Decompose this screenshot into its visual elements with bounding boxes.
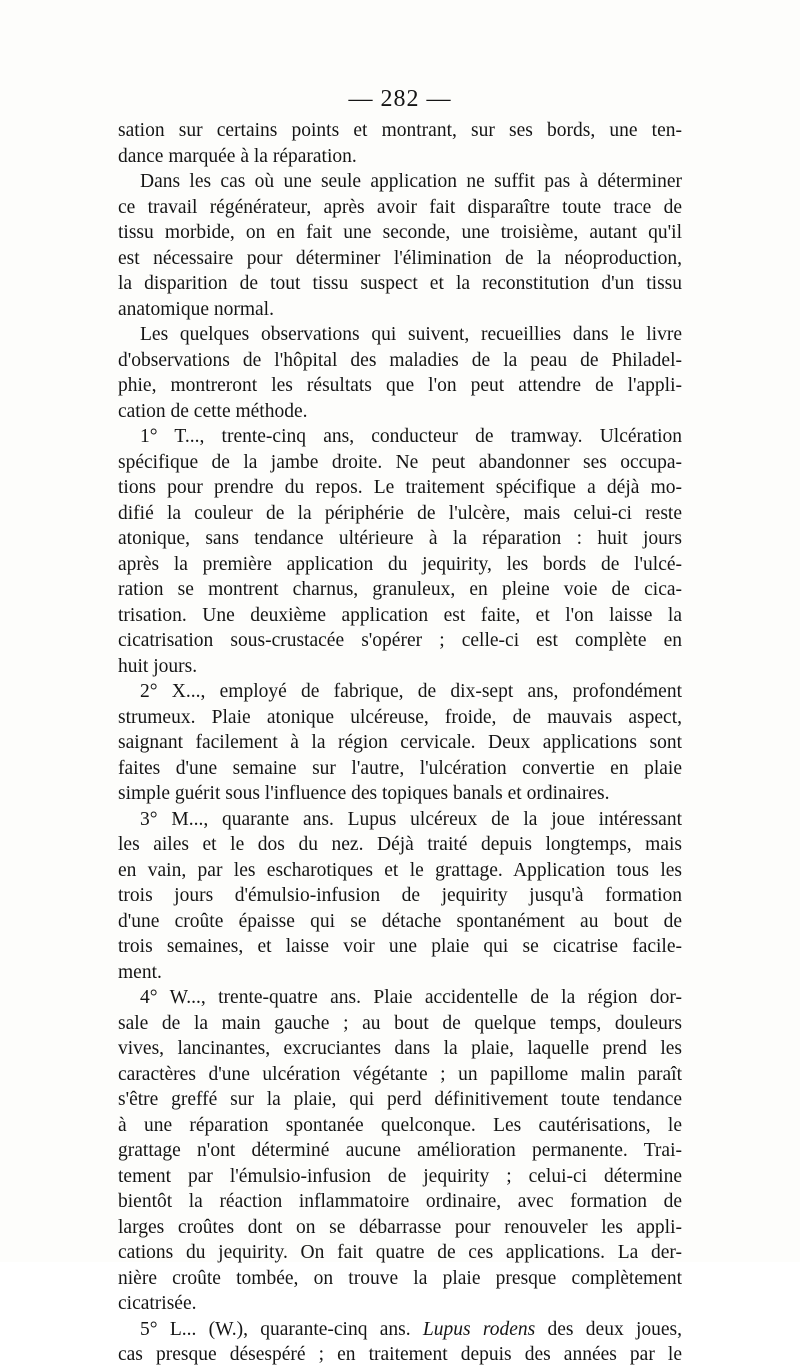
text-line: dance marquée à la réparation. [118, 145, 357, 167]
text-line: trois semaines, et laisse voir une plaie qui se cicatrise facile- [118, 936, 682, 957]
text-line: anatomique normal. [118, 298, 274, 320]
text-line: tement par l'émulsio-infusion de jequirity ; celui-ci détermine [118, 1165, 682, 1187]
text-line: ration se montrent charnus, granuleux, en pleine voie de cica- [118, 579, 682, 600]
text-line: cas presque désespéré ; en traitement depuis des années par le [118, 1344, 682, 1365]
text-line: simple guérit sous l'influence des topiques banals et ordinaires. [118, 783, 610, 804]
text-line: tions pour prendre du repos. Le traitement spécifique a déjà mo- [118, 477, 682, 498]
case-5-intro: 5° L... (W.), quarante-cinq ans. [140, 1318, 423, 1340]
text-line: grattage n'ont déterminé aucune amélioration permanente. Trai- [118, 1140, 682, 1161]
text-line: 2° X..., employé de fabrique, de dix-sept ans, profondément [140, 681, 682, 702]
text-line: tissu morbide, on en fait une seconde, une troisième, autant qu'il [118, 222, 682, 243]
text-line: d'observations de l'hôpital des maladies de la peau de Philadel- [118, 349, 682, 371]
text-line: d'une croûte épaisse qui se détache spontanément au bout de [118, 910, 682, 932]
text-line: atonique, sans tendance ultérieure à la réparation : huit jours [118, 528, 682, 549]
text-lines [118, 118, 682, 1317]
text-line: vives, lancinantes, excruciantes dans la plaie, laquelle prend les [118, 1038, 682, 1059]
text-line: nière croûte tombée, on trouve la plaie presque complètement [118, 1267, 682, 1289]
text-line: trisation. Une deuxième application est faite, et l'on laisse la [118, 604, 682, 626]
text-line: 4° W..., trente-quatre ans. Plaie accidentelle de la région dor- [140, 987, 682, 1008]
text-line: Dans les cas où une seule application ne suffit pas à déterminer [140, 171, 682, 192]
text-line: cations du jequirity. On fait quatre de ces applications. La der- [118, 1242, 682, 1263]
text-line: faites d'une semaine sur l'autre, l'ulcération convertie en plaie [118, 757, 682, 779]
text-line: bientôt la réaction inflammatoire ordinaire, avec formation de [118, 1191, 682, 1212]
text-line: larges croûtes dont on se débarrasse pour renouveler les appli- [118, 1216, 682, 1238]
text-line: difié la couleur de la périphérie de l'ulcère, mais celui-ci reste [118, 502, 682, 524]
body-text [118, 118, 682, 1368]
text-line: huit jours. [118, 655, 198, 677]
page-number: — 282 — [348, 86, 452, 112]
text-line: cation de cette méthode. [118, 400, 308, 422]
text-line: Les quelques observations qui suivent, recueillies dans le livre [140, 324, 682, 345]
text-line: sation sur certains points et montrant, sur ses bords, une ten- [118, 120, 682, 141]
text-line: en vain, par les escharotiques et le grattage. Application tous les [118, 859, 682, 881]
text-line: cicatrisation sous-crustacée s'opérer ; celle-ci est complète en [118, 630, 682, 651]
text-line: trois jours d'émulsio-infusion de jequirity jusqu'à formation [118, 885, 682, 906]
text-line: sale de la main gauche ; au bout de quelque temps, douleurs [118, 1012, 682, 1034]
text-line: les ailes et le dos du nez. Déjà traité depuis longtemps, mais [118, 834, 682, 855]
text-line: ce travail régénérateur, après avoir fait disparaître toute trace de [118, 196, 682, 218]
text-line [118, 1317, 682, 1343]
text-line: après la première application du jequirity, les bords de l'ulcé- [118, 553, 682, 575]
text-line: la disparition de tout tissu suspect et la reconstitution d'un tissu [118, 273, 682, 294]
text-line: 3° M..., quarante ans. Lupus ulcéreux de la joue intéressant [140, 808, 682, 830]
text-line: spécifique de la jambe droite. Ne peut abandonner ses occupa- [118, 451, 682, 473]
text-line: saignant facilement à la région cervicale. Deux applications sont [118, 732, 682, 753]
text-line: ment. [118, 961, 162, 983]
text-line: caractères d'une ulcération végétante ; un papillome malin paraît [118, 1063, 682, 1085]
text-line: strumeux. Plaie atonique ulcéreuse, froide, de mauvais aspect, [118, 706, 682, 728]
text-line: 1° T..., trente-cinq ans, conducteur de tramway. Ulcération [140, 426, 682, 447]
text-line: cicatrisée. [118, 1293, 197, 1314]
lupus-rodens-italic: Lupus rodens [422, 1318, 536, 1340]
case-5-continuation: des deux joues, [535, 1318, 683, 1340]
text-line: s'être greffé sur la plaie, qui perd définitivement toute tendance [118, 1089, 682, 1110]
text-line: phie, montreront les résultats que l'on peut attendre de l'appli- [118, 375, 682, 396]
text-line: à une réparation spontanée quelconque. Les cautérisations, le [118, 1114, 682, 1136]
text-line: est nécessaire pour déterminer l'élimination de la néoproduction, [118, 247, 682, 269]
